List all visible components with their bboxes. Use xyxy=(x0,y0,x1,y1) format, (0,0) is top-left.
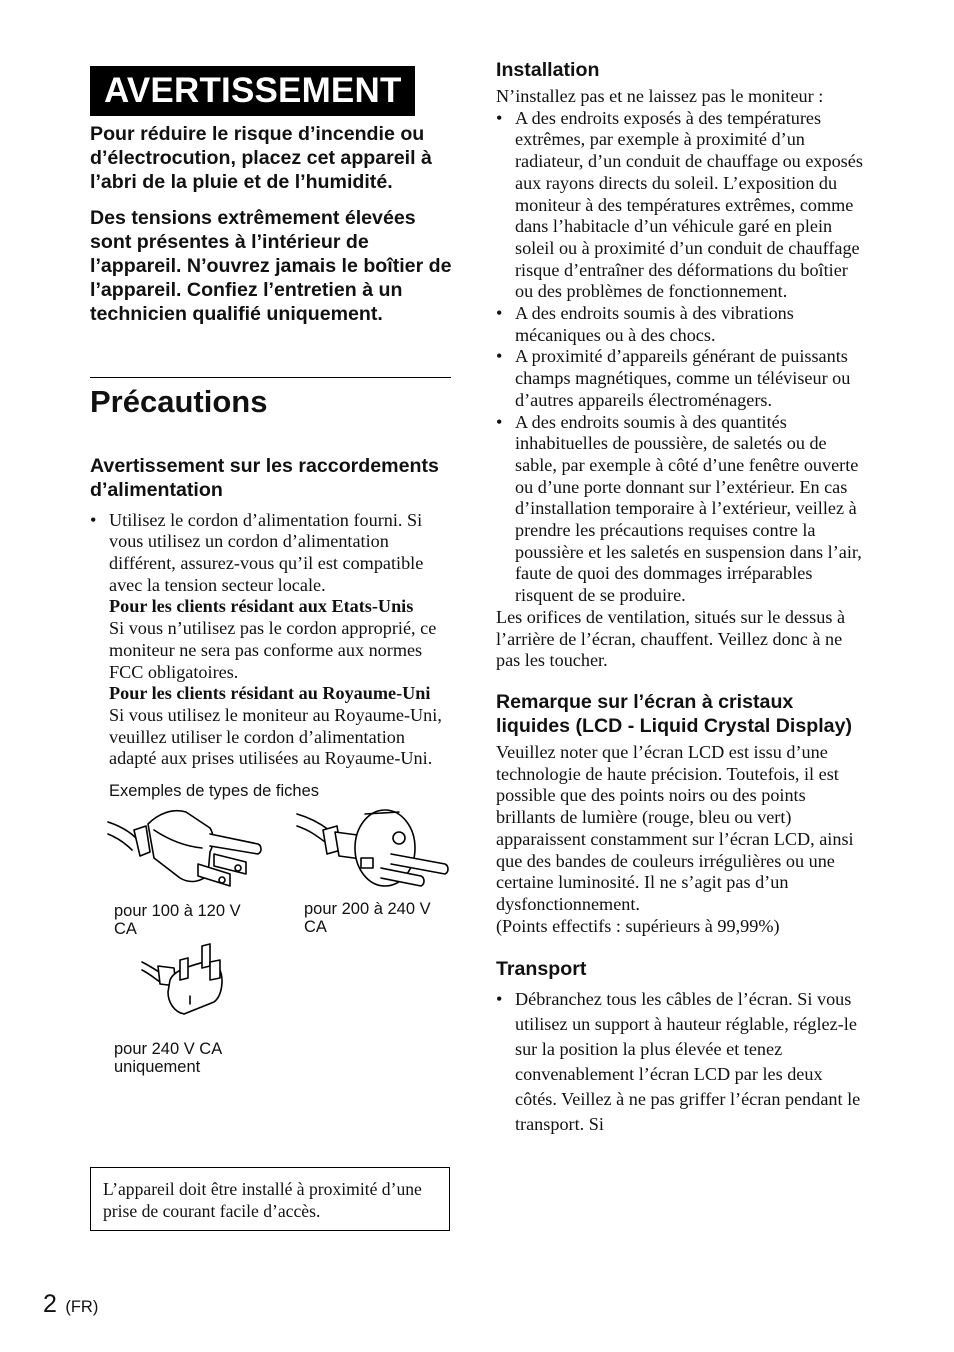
installation-list xyxy=(496,108,866,607)
us-plug-caption-line2: CA xyxy=(114,920,137,939)
uk-plug-caption-line2: uniquement xyxy=(114,1058,201,1077)
warning-paragraph-1: Pour réduire le risque d’incendie ou d’électrocution, placez cet appareil à l’abri de la pluie et de l’humidité. xyxy=(90,123,432,194)
power-heading: Avertissement sur les raccordements d’alimentation xyxy=(90,454,439,501)
notice-box xyxy=(90,1167,450,1231)
power-bullet-text: Utilisez le cordon d’alimentation fourni. Si vous utilisez un cordon d’alimentation différent, assurez-vous qu’il est compatible avec la tension secteur locale. xyxy=(109,509,424,595)
installation-intro: N’installez pas et ne laissez pas le moniteur : xyxy=(496,86,824,106)
list-item xyxy=(90,510,452,770)
uk-heading: Pour les clients résidant au Royaume-Uni xyxy=(109,683,431,704)
us-text: Si vous n’utilisez pas le cordon approprié, ce moniteur ne sera pas conforme aux normes FCC obligatoires. xyxy=(109,618,437,682)
uk-plug-icon xyxy=(140,940,230,1020)
page-language: (FR) xyxy=(65,1298,99,1316)
list-item: • A des endroits exposés à des températures extrêmes, par exemple à proximité d’un radiateur, d’un conduit de chauffage ou exposés aux rayons directs du soleil. L’exposition du moniteur à des températures extrêmes, comme dans l’habitacle d’un véhicule garé en plein soleil ou à proximité d’un conduit de chauffage risque d’entraîner des déformations du boîtier ou des problèmes de fonctionnement. xyxy=(496,108,866,303)
right-column xyxy=(496,58,866,1137)
installation-heading: Installation xyxy=(496,59,600,81)
eu-plug-caption-line2: CA xyxy=(304,918,327,937)
lcd-text: Veuillez noter que l’écran LCD est issu d’une technologie de haute précision. Toutefois, il est possible que des points noirs ou des points brillants de lumière (rouge, bleu ou vert) apparaissent constamment sur l’écran LCD, ainsi que des bandes de couleurs irrégulières ou une certaine luminosité. Il ne s’agit pas d’un dysfonctionnement. xyxy=(496,741,854,914)
plug-figure xyxy=(90,800,452,1090)
power-list xyxy=(90,510,452,770)
page-footer xyxy=(43,1290,98,1319)
uk-plug-caption-line1: pour 240 V CA xyxy=(114,1040,223,1059)
us-plug-icon xyxy=(106,804,266,890)
eu-plug-caption-line1: pour 200 à 240 V xyxy=(304,900,431,919)
notice-text: L’appareil doit être installé à proximité d’une prise de courant facile d’accès. xyxy=(103,1179,422,1221)
list-item: • A des endroits soumis à des vibrations mécaniques ou à des chocs. xyxy=(496,303,866,346)
uk-text: Si vous utilisez le moniteur au Royaume-Uni, veuillez utiliser le cordon d’alimentation adapté aux prises utilisées au Royaume-Uni. xyxy=(109,704,442,769)
warning-banner: AVERTISSEMENT xyxy=(90,66,415,116)
eu-plug-icon xyxy=(295,802,451,890)
us-plug-caption xyxy=(114,902,241,938)
page-title: Précautions xyxy=(90,383,268,419)
eu-plug-caption xyxy=(304,900,431,936)
list-item: • A proximité d’appareils générant de puissants champs magnétiques, comme un téléviseur ou d’autres appareils électroménagers. xyxy=(496,346,866,411)
ventilation-text: Les orifices de ventilation, situés sur le dessus à l’arrière de l’écran, chauffent. Veillez donc à ne pas les toucher. xyxy=(496,606,846,671)
transport-heading: Transport xyxy=(496,958,587,981)
lcd-heading: Remarque sur l’écran à cristaux liquides (LCD - Liquid Crystal Display) xyxy=(496,690,852,737)
us-heading: Pour les clients résidant aux Etats-Unis xyxy=(109,596,414,617)
list-item: • A des endroits soumis à des quantités inhabituelles de poussière, de saletés ou de sable, par exemple à côté d’une fenêtre ouverte ou d’une porte donnant sur l’extérieur. En cas d’installation temporaire à l’extérieur, veillez à prendre les précautions requises contre la poussière et les saletés en suspension dans l’air, faute de quoi des dommages irréparables risquent de se produire. xyxy=(496,412,866,607)
page-number: 2 xyxy=(43,1290,57,1318)
list-item: • Débranchez tous les câbles de l’écran. Si vous utilisez un support à hauteur réglable, réglez-le sur la position la plus élevée et tenez convenablement l’écran LCD par les deux côtés. Veillez à ne pas griffer l’écran pendant le transport. Si xyxy=(496,987,866,1137)
transport-list xyxy=(496,987,866,1137)
left-column xyxy=(90,66,452,1090)
section-divider xyxy=(90,377,451,378)
uk-plug-caption xyxy=(114,1040,222,1076)
lcd-effective-points: (Points effectifs : supérieurs à 99,99%) xyxy=(496,915,780,936)
us-plug-caption-line1: pour 100 à 120 V xyxy=(114,902,241,921)
warning-paragraph-2: Des tensions extrêmement élevées sont présentes à l’intérieur de l’appareil. N’ouvrez jamais le boîtier de l’appareil. Confiez l’entretien à un technicien qualifié uniquement. xyxy=(90,206,452,326)
plug-examples-caption: Exemples de types de fiches xyxy=(109,782,320,801)
